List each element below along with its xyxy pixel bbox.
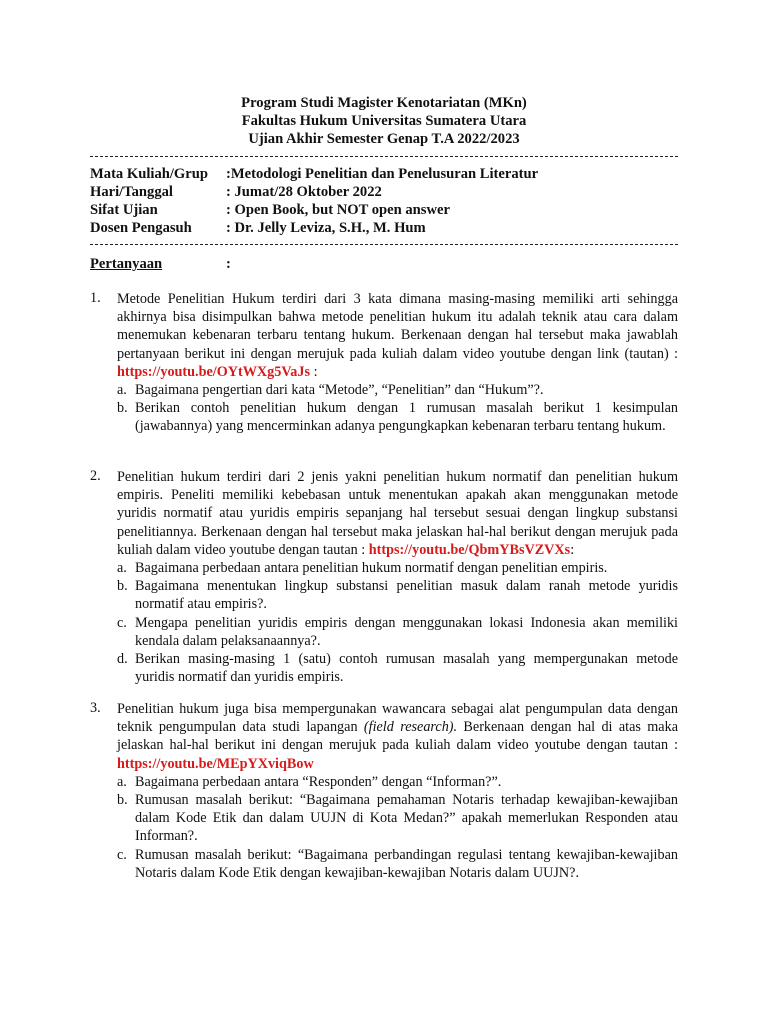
divider-bottom — [90, 244, 678, 245]
youtube-link[interactable]: https://youtu.be/MEpYXviqBow — [117, 755, 314, 772]
info-label: Sifat Ujian — [90, 202, 158, 218]
info-row-lecturer — [90, 219, 538, 237]
question-1 — [90, 290, 678, 436]
sub-item — [117, 399, 678, 435]
exam-info — [90, 165, 538, 237]
questions-heading: Pertanyaan — [90, 256, 163, 272]
sub-text: Berikan masing-masing 1 (satu) contoh rumusan masalah yang mempergunakan metode yuridis normatif dan yuridis empiris. — [135, 651, 678, 686]
question-3 — [90, 700, 678, 882]
sub-item — [117, 614, 678, 650]
info-row-date — [90, 183, 538, 201]
sub-item — [117, 846, 678, 882]
info-value: : Dr. Jelly Leviza, S.H., M. Hum — [226, 220, 426, 236]
question-text — [117, 700, 678, 773]
question-text — [117, 468, 678, 559]
sub-item — [117, 650, 678, 686]
sub-text: Berikan contoh penelitian hukum dengan 1 rumusan masalah berikut 1 kesimpulan (jawabannya) yang mencerminkan adanya pengungkapkan kebenaran terbaru tentang hukum. — [135, 400, 678, 435]
sub-letter: d. — [117, 651, 128, 668]
info-label: Dosen Pengasuh — [90, 220, 192, 236]
sub-item — [117, 559, 678, 577]
sub-item — [117, 381, 678, 399]
sub-item — [117, 577, 678, 613]
questions-colon: : — [226, 256, 231, 272]
info-label: Mata Kuliah/Grup — [90, 166, 208, 182]
sub-item — [117, 791, 678, 846]
sub-text: Bagaimana menentukan lingkup substansi penelitian masuk dalam ranah metode yuridis normatif atau empiris?. — [135, 578, 678, 613]
sub-letter: b. — [117, 792, 128, 809]
info-value: :Metodologi Penelitian dan Penelusuran Literatur — [226, 166, 539, 182]
faculty-title: Fakultas Hukum Universitas Sumatera Utara — [241, 113, 527, 129]
info-label: Hari/Tanggal — [90, 184, 173, 200]
sub-letter: a. — [117, 382, 127, 399]
question-suffix: : — [570, 541, 575, 558]
info-row-course — [90, 165, 538, 183]
sub-text: Bagaimana perbedaan antara “Responden” dengan “Informan?”. — [135, 773, 502, 790]
sub-text: Rumusan masalah berikut: “Bagaimana pemahaman Notaris terhadap kewajiban-kewajiban dalam Kode Etik dan dalam UUJN di Kota Medan?” apakah memerlukan Responden atau Informan?. — [135, 792, 678, 845]
sub-text: Mengapa penelitian yuridis empiris dengan menggunakan lokasi Indonesia akan memiliki kendala dalam pelaksanaannya?. — [135, 614, 678, 649]
question-body: Metode Penelitian Hukum terdiri dari 3 kata dimana masing-masing memiliki arti sehingga akhirnya bisa disimpulkan bahwa metode penelitian hukum itu adalah teknik atau cara dalam menemukan kebenaran terbaru tentang hukum. Berkenaan dengan hal tersebut maka jawablah pertanyaan berikut ini dengan merujuk pada kuliah dalam video youtube dengan link (tautan) : — [117, 291, 678, 362]
info-value: : Open Book, but NOT open answer — [226, 202, 450, 218]
sub-text: Bagaimana perbedaan antara penelitian hukum normatif dengan penelitian empiris. — [135, 560, 608, 577]
question-number: 1. — [90, 290, 101, 306]
sub-letter: b. — [117, 400, 128, 417]
question-number: 3. — [90, 700, 101, 716]
question-number: 2. — [90, 468, 101, 484]
program-title: Program Studi Magister Kenotariatan (MKn) — [241, 95, 527, 111]
info-value: : Jumat/28 Oktober 2022 — [226, 184, 382, 200]
sub-item — [117, 773, 678, 791]
divider-top — [90, 156, 678, 157]
sub-letter: c. — [117, 614, 127, 631]
sub-text: Bagaimana pengertian dari kata “Metode”, “Penelitian” dan “Hukum”?. — [135, 382, 544, 399]
sub-letter: a. — [117, 773, 127, 790]
sub-letter: a. — [117, 560, 127, 577]
sub-letter: c. — [117, 846, 127, 863]
question-2 — [90, 468, 678, 686]
question-body: Penelitian hukum terdiri dari 2 jenis yakni penelitian hukum normatif dan penelitian hukum empiris. Peneliti memiliki kebebasan untuk menentukan apakah akan menggunakan metode yuridis normatif atau yuridis empiris sepanjang hal tersebut sesuai dengan lingkup substansi penelitiannya. Berkenaan dengan hal tersebut maka jelaskan hal-hal berikut dengan merujuk pada kuliah dalam video youtube dengan tautan : — [117, 469, 678, 558]
question-body-cont: Berkenaan dengan hal di atas maka jelaskan hal-hal berikut ini dengan merujuk pada kuliah dalam video youtube dengan tautan : — [117, 719, 678, 754]
question-body: Penelitian hukum juga bisa mempergunakan wawancara sebagai alat pengumpulan data dengan teknik pengumpulan data studi lapangan — [117, 701, 678, 736]
youtube-link[interactable]: https://youtu.be/OYtWXg5VaJs — [117, 363, 311, 380]
italic-term: (field research). — [363, 719, 458, 736]
question-text — [117, 290, 678, 381]
youtube-link[interactable]: https://youtu.be/QbmYBsVZVXs — [368, 541, 571, 558]
sub-text: Rumusan masalah berikut: “Bagaimana perbandingan regulasi tentang kewajiban-kewajiban Notaris dalam Kode Etik dengan kewajiban-kewajiban Notaris dalam UUJN?. — [135, 846, 678, 881]
exam-title: Ujian Akhir Semester Genap T.A 2022/2023 — [248, 131, 520, 147]
info-row-type — [90, 201, 538, 219]
sub-letter: b. — [117, 578, 128, 595]
question-suffix: : — [310, 363, 318, 380]
